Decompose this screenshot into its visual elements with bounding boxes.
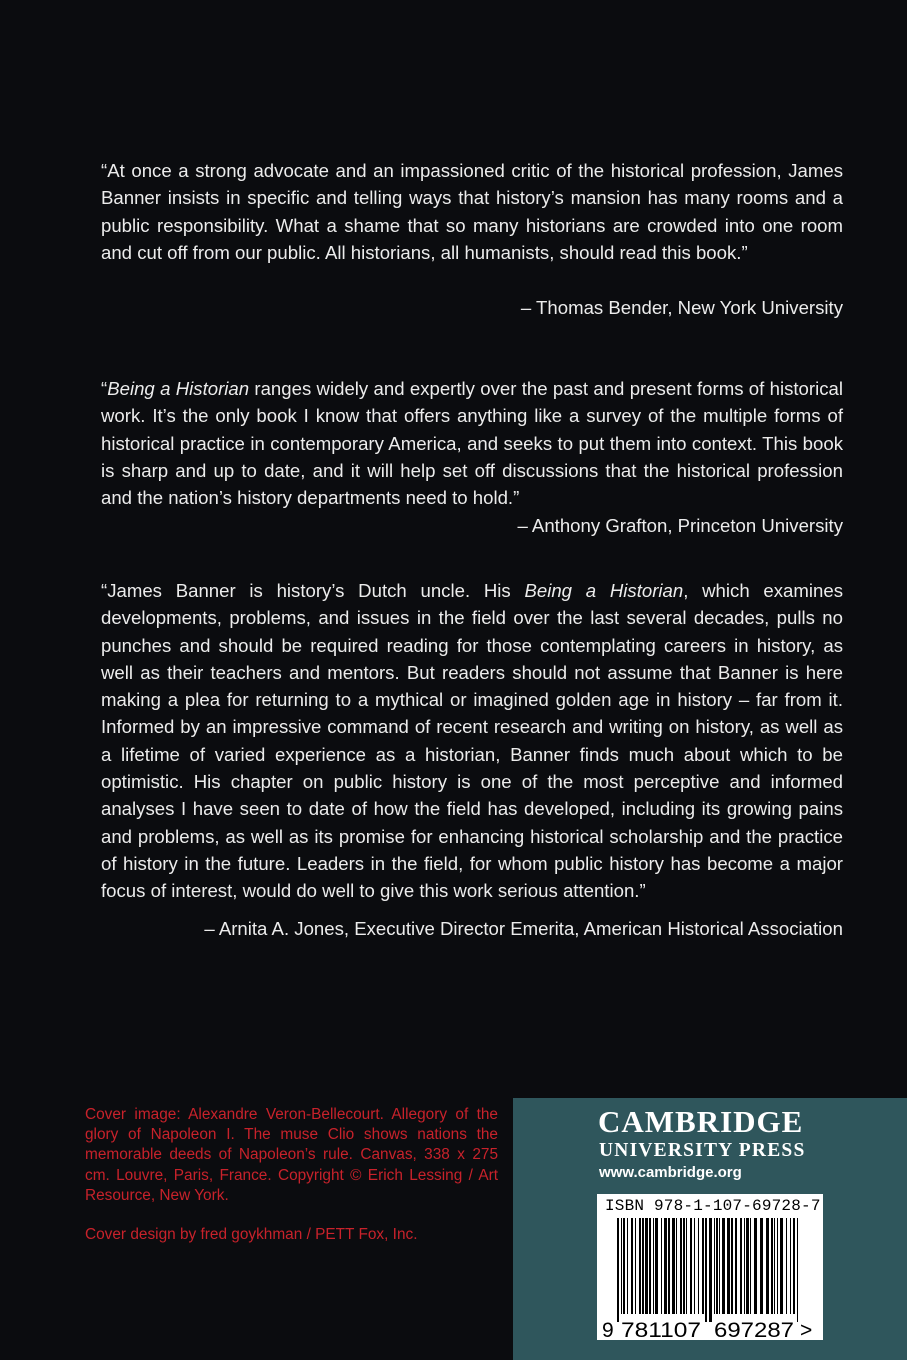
barcode-bar: [653, 1218, 654, 1314]
publisher-name: CAMBRIDGE: [598, 1104, 804, 1139]
barcode-bar: [719, 1218, 720, 1314]
barcode-bar: [683, 1218, 685, 1314]
barcode-bar: [722, 1218, 725, 1314]
barcode-bar: [780, 1218, 783, 1314]
barcode-bar: [680, 1218, 682, 1314]
cover-image-credit: Cover image: Alexandre Veron-Bellecourt. Allegory of the glory of Napoleon I. The muse Clio shows nations the memorable deeds of Napoleon’s rule. Canvas, 338 x 275 cm. Louvre, Paris, France. Copyright © Erich Lessing / Art Resource, New York.: [85, 1106, 498, 1204]
barcode-bar: [760, 1218, 763, 1314]
barcode-bar: [746, 1218, 749, 1314]
barcode-bar: [731, 1218, 733, 1314]
barcode-bar: [797, 1218, 798, 1322]
barcode-bar: [735, 1218, 737, 1314]
barcode-bar: [702, 1218, 704, 1314]
barcode-bar: [623, 1218, 625, 1314]
barcode-bar: [649, 1218, 651, 1314]
barcode-bar: [635, 1218, 636, 1314]
barcode-bar: [727, 1218, 730, 1314]
quote-1: [101, 157, 843, 266]
quote-3: [101, 577, 843, 905]
barcode-digits-end: >: [800, 1319, 813, 1340]
isbn-label: ISBN 978-1-107-69728-7: [605, 1197, 821, 1215]
quote-2-open: “: [101, 378, 108, 399]
quote-2-text: ranges widely and expertly over the past and present forms of historical work. It’s the only book I know that offers anything like a survey of the multiple forms of historical practice in contemporary America, and seeks to put them into context. This book is sharp and up to date, and it will help set off discussions that the historical profession and the nation’s history departments need to hold.”: [101, 378, 843, 509]
barcode-bar: [750, 1218, 751, 1314]
quote-3-attribution: – Arnita A. Jones, Executive Director Emerita, American Historical Association: [204, 918, 843, 939]
barcode-bar: [676, 1218, 677, 1314]
barcode-bars: [597, 1194, 823, 1340]
barcode-bar: [740, 1218, 742, 1314]
barcode-bar: [777, 1218, 778, 1314]
barcode-bar: [793, 1218, 795, 1314]
barcode-bar: [698, 1218, 699, 1314]
barcode-bar: [690, 1218, 692, 1314]
barcode-bar: [655, 1218, 658, 1314]
barcode-bar: [694, 1218, 695, 1314]
barcode-bar: [705, 1218, 707, 1322]
cover-design-credit: Cover design by fred goykhman / PETT Fox, Inc.: [85, 1226, 418, 1243]
barcode-bar: [716, 1218, 718, 1314]
barcode-bar: [744, 1218, 745, 1314]
barcode-bar: [714, 1218, 715, 1314]
barcode-bar: [709, 1218, 712, 1322]
barcode-bar: [790, 1218, 791, 1314]
quote-3-text: , which examines developments, problems, and issues in the field over the last several decades, pulls no punches and should be required reading for those contemplating careers in history, as well as their teachers and mentors. But readers should not assume that Banner is here making a plea for returning to a mythical or imagined golden age in history – far from it. Informed by an impressive command of recent research and writing on history, as well as a lifetime of varied experience as a historian, Banner finds much about which to be optimistic. His chapter on public history is one of the most perceptive and informed analyses I have seen to date of how the field has developed, including its growing pains and problems, as well as its promise for enhancing historical scholarship and the practice of history in the future. Leaders in the field, for whom public history has become a major focus of interest, would do well to give this work serious attention.”: [101, 580, 843, 902]
barcode-bar: [686, 1218, 687, 1314]
barcode-bar: [645, 1218, 648, 1314]
quote-3-text-before: “James Banner is history’s Dutch uncle. His: [101, 580, 525, 601]
publisher-panel: [513, 1098, 907, 1360]
barcode-bar: [786, 1218, 787, 1314]
barcode-bar: [627, 1218, 628, 1314]
quote-3-book-title: Being a Historian: [524, 580, 684, 601]
barcode-bar: [774, 1218, 775, 1314]
quote-2-book-title: Being a Historian: [107, 378, 250, 399]
barcode: [597, 1194, 823, 1340]
quote-2-attribution: – Anthony Grafton, Princeton University: [517, 515, 843, 536]
barcode-bar: [631, 1218, 633, 1314]
barcode-bar: [754, 1218, 757, 1314]
publisher-url: www.cambridge.org: [599, 1164, 742, 1181]
barcode-bar: [617, 1218, 619, 1322]
barcode-digits-group2: 697287: [714, 1319, 794, 1340]
barcode-bar: [642, 1218, 644, 1314]
quote-2: [101, 375, 843, 511]
barcode-bar: [771, 1218, 773, 1314]
barcode-bar: [668, 1218, 670, 1314]
publisher-subname: UNIVERSITY PRESS: [599, 1140, 806, 1161]
barcode-bar: [672, 1218, 675, 1314]
barcode-digits-group1: 781107: [621, 1319, 701, 1340]
quote-1-text: “At once a strong advocate and an impassioned critic of the historical profession, James Banner insists in specific and telling ways that history’s mansion has many rooms and a public responsibility. What a shame that so many historians are crowded into one room and cut off from our public. All historians, all humanists, should read this book.”: [101, 160, 843, 263]
quote-1-attribution: – Thomas Bender, New York University: [520, 297, 843, 318]
barcode-digit-first: 9: [602, 1319, 614, 1340]
barcode-bar: [639, 1218, 641, 1314]
barcode-bar: [664, 1218, 667, 1314]
barcode-bar: [766, 1218, 769, 1314]
barcode-bar: [621, 1218, 622, 1314]
barcode-bar: [661, 1218, 662, 1314]
